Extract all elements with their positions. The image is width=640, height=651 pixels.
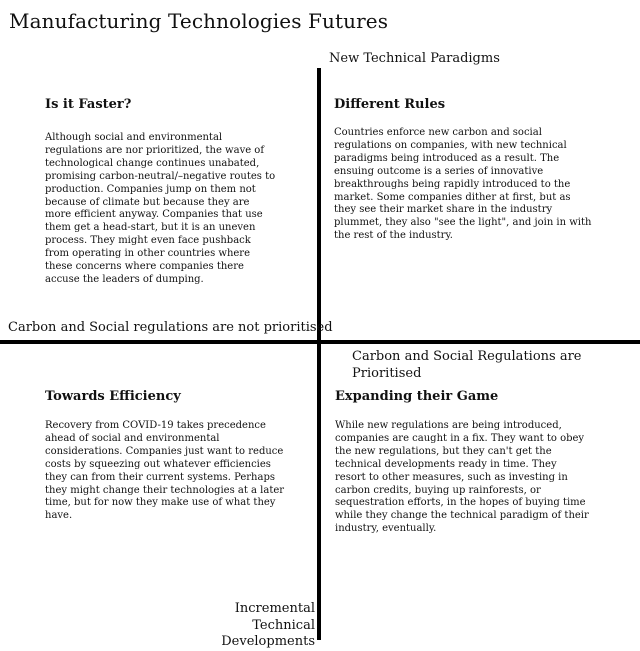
axis-label-left: Carbon and Social regulations are not prioritised	[8, 320, 333, 335]
axis-label-right: Carbon and Social Regulations are Prioritised	[352, 349, 582, 381]
axis-label-bottom-line2: Developments	[221, 634, 315, 650]
quadrant-top-left-body: Although social and environmental regulations are nor prioritized, the wave of technological change continues unabated, promising carbon-neutral/–negative routes to production. Companies jump on them not because of climate but because they are more efficient anyway. Companies that use them get a head-start, but it is an uneven process. They might even face pushback from operating in other countries where these concerns where companies there accuse the leaders of dumping.	[45, 132, 276, 285]
quadrant-top-left-heading: Is it Faster?	[45, 97, 132, 112]
vertical-axis-line	[317, 68, 321, 640]
axis-label-bottom	[170, 601, 315, 651]
axis-label-bottom-line1: Incremental Technical	[234, 601, 315, 633]
page-title: Manufacturing Technologies Futures	[9, 9, 389, 33]
quadrant-bottom-right-body: While new regulations are being introduced, companies are caught in a fix. They want to obey the new regulations, but they can't get the technical developments ready in time. They resort to other measures, such as investing in carbon credits, buying up rainforests, or sequestration efforts, in the hopes of buying time while they change the technical paradigm of their industry, eventually.	[335, 420, 589, 535]
horizontal-axis-line	[0, 340, 640, 344]
quadrant-bottom-left-heading: Towards Efficiency	[45, 389, 181, 404]
quadrant-bottom-right-heading: Expanding their Game	[335, 389, 499, 404]
quadrant-top-right-heading: Different Rules	[334, 97, 446, 112]
axis-label-top: New Technical Paradigms	[329, 51, 500, 66]
quadrant-top-right-body: Countries enforce new carbon and social regulations on companies, with new technical paradigms being introduced as a result. The ensuing outcome is a series of innovative breakthroughs being rapidly introduced to the market. Some companies dither at first, but as they see their market share in the industry plummet, they also "see the light", and join in with the rest of the industry.	[334, 127, 592, 242]
quadrant-bottom-left-body: Recovery from COVID-19 takes precedence ahead of social and environmental considerations. Companies just want to reduce costs by squeezing out whatever efficiencies they can from their current systems. Perhaps they might change their technologies at a later time, but for now they make use of what they have.	[45, 420, 285, 522]
